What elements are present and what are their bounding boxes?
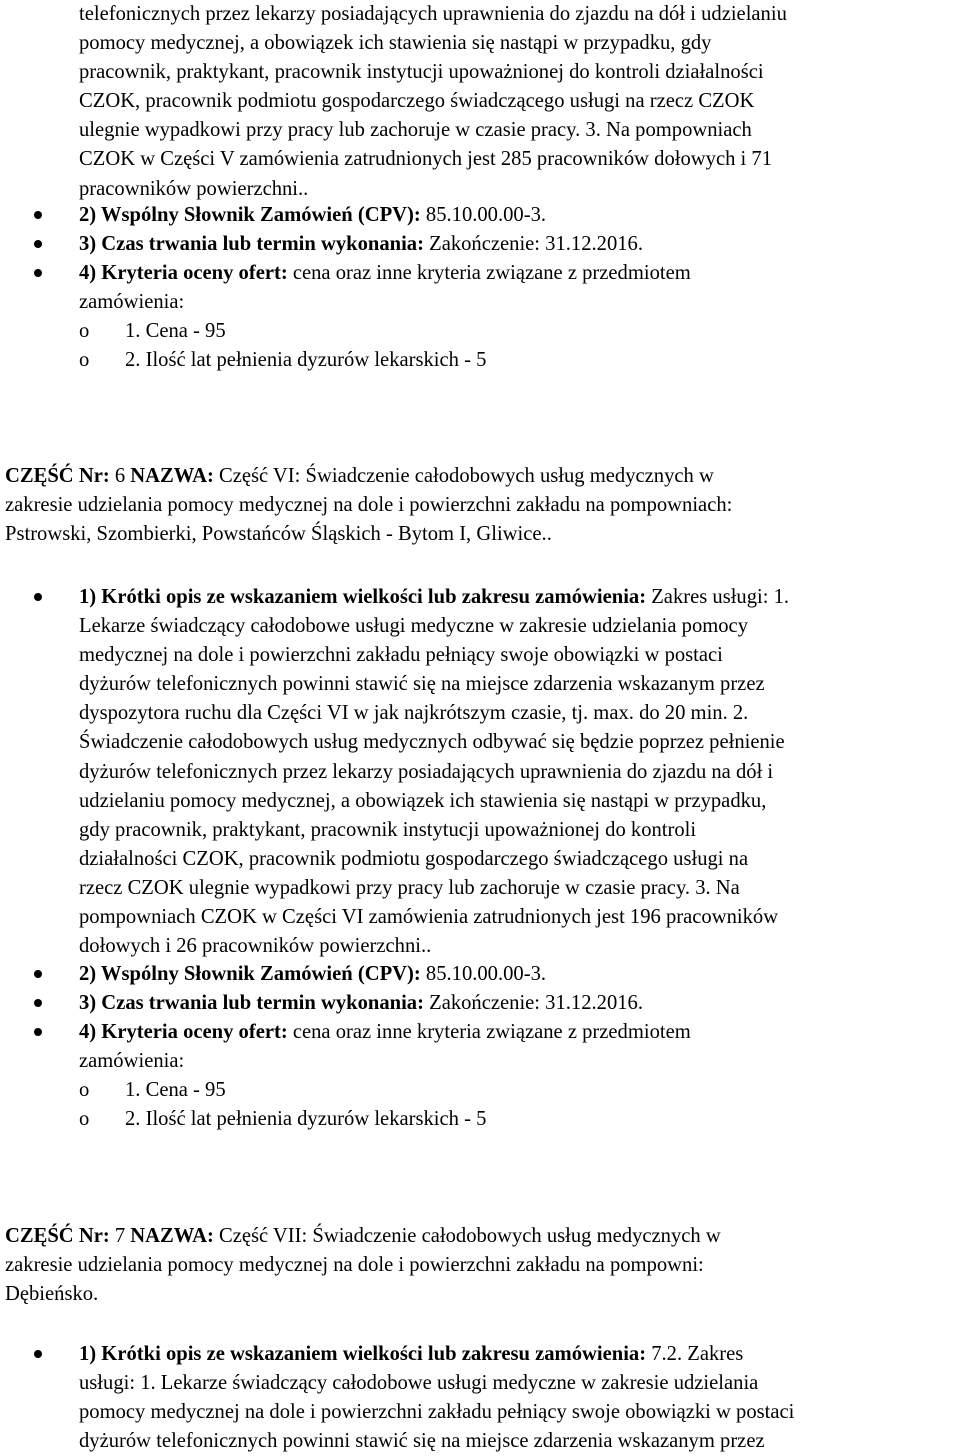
part-name: Część VII: Świadczenie całodobowych usług medycznych w [213, 1225, 721, 1247]
criteria-continuation: zamówienia: [79, 291, 185, 314]
text-line: zakresie udzielania pomocy medycznej na dole i powierzchni zakładu na pompowniach: [5, 494, 733, 517]
criterion-price: 1. Cena - 95 [125, 1079, 226, 1101]
bullet-icon [34, 269, 42, 277]
time-label: 3) Czas trwania lub termin wykonania: [79, 992, 424, 1014]
criterion-experience: 2. Ilość lat pełnienia dyzurów lekarskich - 5 [125, 349, 487, 371]
bullet-icon [34, 970, 42, 978]
text-line: gdy pracownik, praktykant, pracownik instytucji upoważnionej do kontroli [79, 818, 697, 841]
part6-description-item [79, 583, 959, 961]
text-line: Dębieńsko. [5, 1283, 99, 1306]
text-line: CZOK w Części V zamówienia zatrudnionych jest 285 pracowników dołowych i 71 [79, 148, 772, 171]
part5-time-item [79, 230, 959, 259]
text-line: działalności CZOK, pracownik podmiotu gospodarczego świadczącego usługi na [79, 847, 749, 870]
circle-bullet-icon: o [79, 1079, 90, 1101]
criteria-value: cena oraz inne kryteria związane z przedmiotem [287, 1021, 691, 1043]
text-line: pracowników powierzchni.. [79, 177, 309, 200]
text-line: udzielaniu pomocy medycznej, a obowiązek ich stawienia się nastąpi w przypadku, [79, 789, 767, 812]
bullet-icon [34, 240, 42, 248]
description-label: 1) Krótki opis ze wskazaniem wielkości lub zakresu zamówienia: [79, 1343, 647, 1365]
cpv-value: 85.10.00.00-3. [420, 204, 547, 226]
part6-time-item [79, 989, 959, 1018]
time-value: Zakończenie: 31.12.2016. [423, 992, 643, 1014]
part5-cpv-item [79, 201, 959, 230]
text-line: dyżurów telefonicznych powinni stawić się na miejsce zdarzenia wskazanym przez [79, 1430, 765, 1453]
text-line: ulegnie wypadkowi przy pracy lub zachoruje w czasie pracy. 3. Na pompowniach [79, 119, 752, 142]
text-line: rzecz CZOK ulegnie wypadkowi przy pracy lub zachoruje w czasie pracy. 3. Na [79, 876, 740, 899]
criteria-label: 4) Kryteria oceny ofert: [79, 1021, 288, 1043]
text-line: CZOK, pracownik podmiotu gospodarczego świadczącego usługi na rzecz CZOK [79, 90, 755, 113]
part-name: Część VI: Świadczenie całodobowych usług medycznych w [213, 465, 714, 487]
part5-description-tail [79, 0, 959, 204]
part6-heading [5, 462, 960, 549]
text-line: zakresie udzielania pomocy medycznej na dole i powierzchni zakładu na pompowni: [5, 1254, 704, 1277]
cpv-label: 2) Wspólny Słownik Zamówień (CPV): [79, 204, 421, 226]
text-line: dyżurów telefonicznych powinni stawić się na miejsce zdarzenia wskazanym przez [79, 673, 765, 696]
time-label: 3) Czas trwania lub termin wykonania: [79, 233, 424, 255]
part7-description-item [79, 1340, 959, 1456]
part7-heading [5, 1222, 960, 1309]
criterion-price: 1. Cena - 95 [125, 320, 226, 342]
description-start: Zakres usługi: 1. [646, 586, 790, 608]
text-line: pomocy medycznej, a obowiązek ich stawienia się nastąpi w przypadku, gdy [79, 32, 712, 55]
time-value: Zakończenie: 31.12.2016. [423, 233, 643, 255]
part6-criteria-item [79, 1018, 959, 1076]
part5-criteria-item [79, 259, 959, 317]
circle-bullet-icon: o [79, 1108, 90, 1130]
text-line: dyżurów telefonicznych przez lekarzy posiadających uprawnienia do zjazdu na dół i [79, 760, 774, 783]
part-number: 7 [109, 1225, 131, 1247]
criteria-continuation: zamówienia: [79, 1050, 185, 1073]
bullet-icon [34, 999, 42, 1007]
cpv-label: 2) Wspólny Słownik Zamówień (CPV): [79, 963, 421, 985]
criteria-label: 4) Kryteria oceny ofert: [79, 262, 288, 284]
criterion-experience: 2. Ilość lat pełnienia dyzurów lekarskich - 5 [125, 1108, 487, 1130]
part-number-label: CZĘŚĆ Nr: [5, 465, 110, 487]
cpv-value: 85.10.00.00-3. [420, 963, 547, 985]
part-name-label: NAZWA: [130, 465, 214, 487]
text-line: usługi: 1. Lekarze świadczący całodobowe usługi medyczne w zakresie udzielania [79, 1372, 759, 1395]
description-label: 1) Krótki opis ze wskazaniem wielkości lub zakresu zamówienia: [79, 586, 647, 608]
text-line: dołowych i 26 pracowników powierzchni.. [79, 935, 432, 958]
text-line: Świadczenie całodobowych usług medycznych odbywać się będzie poprzez pełnienie [79, 731, 785, 754]
text-line: Lekarze świadczący całodobowe usługi medyczne w zakresie udzielania pomocy [79, 615, 748, 638]
text-line: Pstrowski, Szombierki, Powstańców Śląskich - Bytom I, Gliwice.. [5, 523, 552, 546]
bullet-icon [34, 1350, 42, 1358]
part-name-label: NAZWA: [130, 1225, 214, 1247]
bullet-icon [34, 1028, 42, 1036]
text-line: pompowniach CZOK w Części VI zamówienia zatrudnionych jest 196 pracowników [79, 906, 779, 929]
text-line: dyspozytora ruchu dla Części VI w jak najkrótszym czasie, tj. max. do 20 min. 2. [79, 702, 749, 725]
text-line: pomocy medycznej na dole i powierzchni zakładu pełniący swoje obowiązki w postaci [79, 1401, 795, 1424]
text-line: telefonicznych przez lekarzy posiadających uprawnienia do zjazdu na dół i udzielaniu [79, 3, 787, 25]
circle-bullet-icon: o [79, 320, 90, 342]
criteria-value: cena oraz inne kryteria związane z przedmiotem [287, 262, 691, 284]
circle-bullet-icon: o [79, 349, 90, 371]
part-number: 6 [109, 465, 131, 487]
part6-cpv-item [79, 960, 959, 989]
text-line: medycznej na dole i powierzchni zakładu pełniący swoje obowiązki w postaci [79, 644, 723, 667]
text-line: pracownik, praktykant, pracownik instytucji upoważnionej do kontroli działalności [79, 61, 764, 84]
bullet-icon [34, 211, 42, 219]
bullet-icon [34, 593, 42, 601]
description-start: 7.2. Zakres [646, 1343, 744, 1365]
part-number-label: CZĘŚĆ Nr: [5, 1225, 110, 1247]
